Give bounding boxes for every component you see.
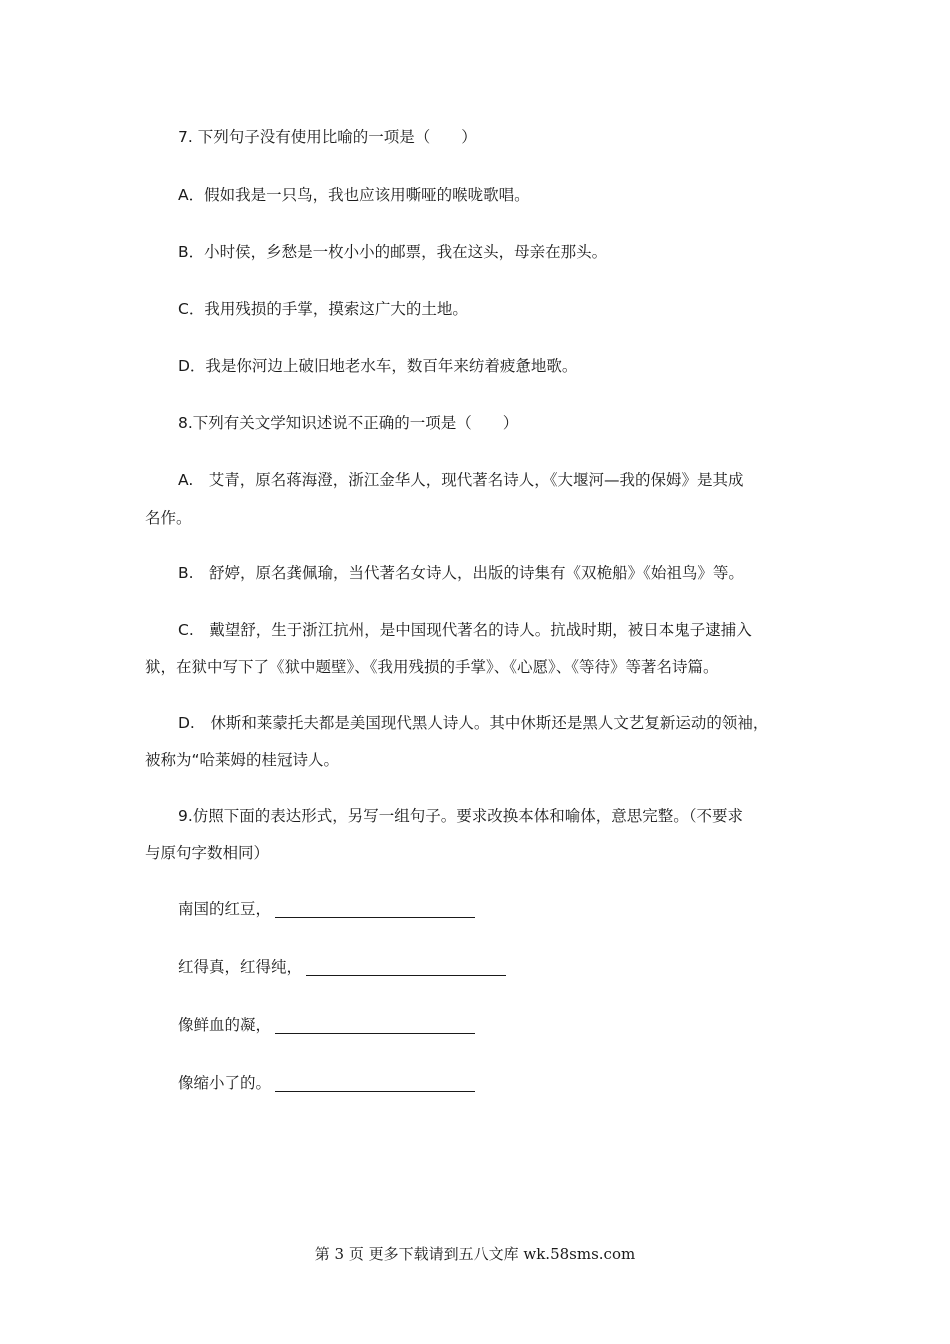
question-9-fill-line-1 [178, 899, 475, 919]
question-7-stem: 7. 下列句子没有使用比喻的一项是（ ） [178, 128, 477, 146]
answer-blank[interactable] [275, 901, 475, 918]
answer-blank[interactable] [306, 959, 506, 976]
fill-line-prompt: 南国的红豆， [178, 900, 272, 918]
question-9-fill-line-4 [178, 1073, 475, 1093]
question-9-fill-line-3 [178, 1015, 475, 1035]
question-8-option-d-line-2: 被称为“哈莱姆的桂冠诗人。 [145, 751, 340, 769]
question-7-option-c: C．我用残损的手掌，摸索这广大的土地。 [178, 300, 468, 318]
question-8-option-a-line-1: A. 艾青，原名蒋海澄，浙江金华人，现代著名诗人，《大堰河—我的保姆》是其成 [178, 471, 744, 489]
question-7-option-d: D．我是你河边上破旧地老水车，数百年来纺着疲惫地歌。 [178, 357, 578, 375]
question-9-fill-line-2 [178, 957, 506, 977]
question-8-option-a-line-2: 名作。 [145, 509, 192, 527]
fill-line-prompt: 红得真，红得纯， [178, 958, 303, 976]
question-9-stem-line-1: 9.仿照下面的表达形式，另写一组句子。要求改换本体和喻体，意思完整。（不要求 [178, 807, 744, 825]
question-8-option-c-line-1: C. 戴望舒，生于浙江抗州，是中国现代著名的诗人。抗战时期，被日本鬼子逮捕入 [178, 621, 752, 639]
question-7-option-a: A．假如我是一只鸟，我也应该用嘶哑的喉咙歌唱。 [178, 186, 530, 204]
fill-line-prompt: 像鲜血的凝， [178, 1016, 272, 1034]
page-footer: 第 3 页 更多下载请到五八文库 wk.58sms.com [314, 1245, 636, 1263]
question-9-stem-line-2: 与原句字数相同） [145, 844, 270, 862]
fill-line-prompt: 像缩小了的。 [178, 1074, 272, 1092]
question-8-option-c-line-2: 狱，在狱中写下了《狱中题壁》、《我用残损的手掌》、《心愿》、《等待》等著名诗篇。 [145, 658, 719, 676]
question-7-option-b: B．小时侯，乡愁是一枚小小的邮票，我在这头，母亲在那头。 [178, 243, 608, 261]
question-8-option-d-line-1: D. 休斯和莱蒙托夫都是美国现代黑人诗人。其中休斯还是黑人文艺复新运动的领袖， [178, 714, 769, 732]
question-8-option-b: B. 舒婷，原名龚佩瑜，当代著名女诗人，出版的诗集有《双桅船》《始祖鸟》等。 [178, 564, 744, 582]
answer-blank[interactable] [275, 1017, 475, 1034]
question-8-stem: 8.下列有关文学知识述说不正确的一项是（ ） [178, 414, 519, 432]
answer-blank[interactable] [275, 1075, 475, 1092]
